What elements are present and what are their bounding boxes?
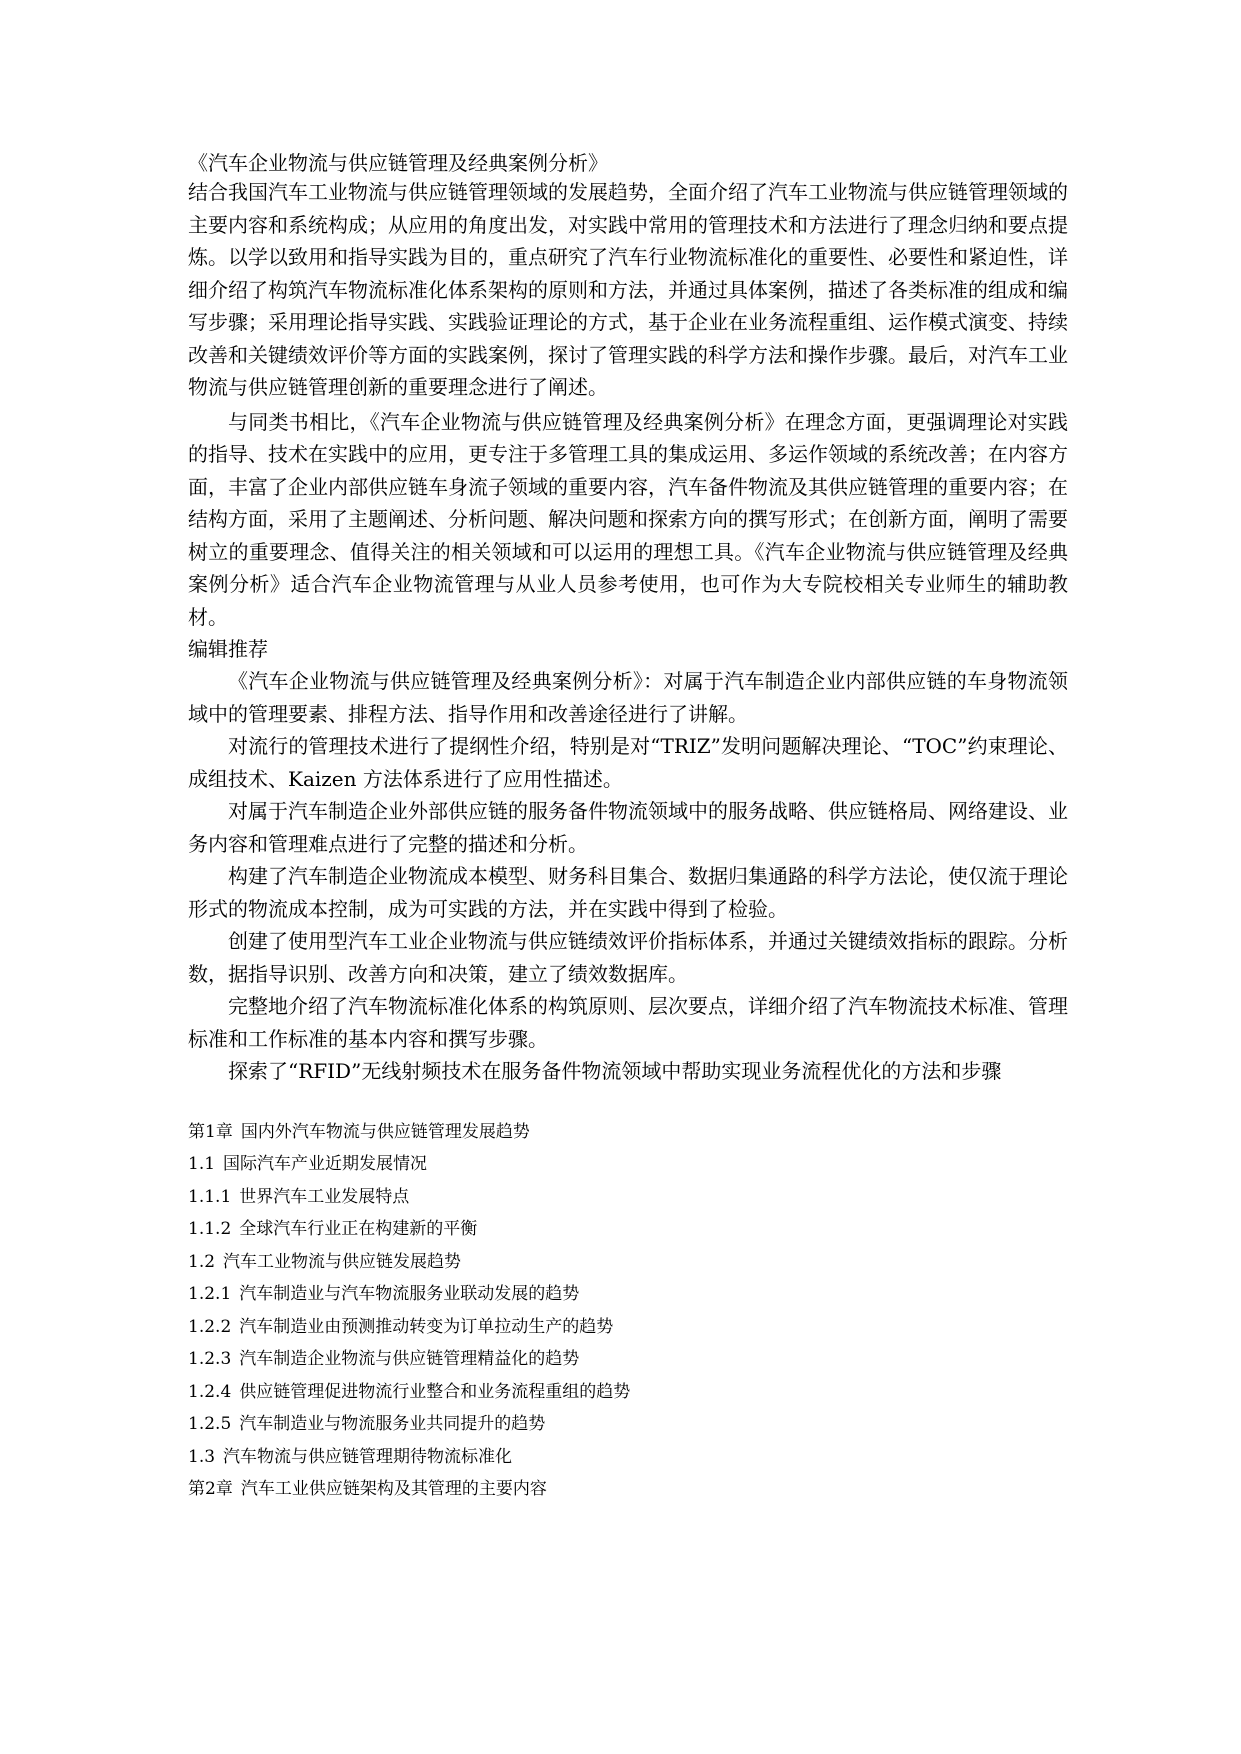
toc-number: 第1章	[188, 1121, 233, 1142]
editor-point: 对属于汽车制造企业外部供应链的服务备件物流领域中的服务战略、供应链格局、网络建设、业务内容和管理难点进行了完整的描述和分析。	[188, 799, 1068, 856]
toc-item	[188, 1408, 1068, 1441]
toc-number: 1.2	[188, 1251, 216, 1272]
toc-text: 汽车工业供应链架构及其管理的主要内容	[240, 1479, 547, 1499]
comparison-paragraph: 与同类书相比，《汽车企业物流与供应链管理及经典案例分析》在理念方面，更强调理论对实践的指导、技术在实践中的应用，更专注于多管理工具的集成运用、多运作领域的系统改善；在内容方面，丰富了企业内部供应链车身流子领域的重要内容，汽车备件物流及其供应链管理的重要内容；在结构方面，采用了主题阐述、分析问题、解决问题和探索方向的撰写形式；在创新方面，阐明了需要树立的重要理念、值得关注的相关领域和可以运用的理想工具。《汽车企业物流与供应链管理及经典案例分析》适合汽车企业物流管理与从业人员参考使用，也可作为大专院校相关专业师生的辅助教材。	[188, 409, 1068, 629]
toc-number: 1.2.5	[188, 1414, 232, 1434]
toc-item	[188, 1116, 1068, 1149]
toc-number: 1.1.2	[188, 1219, 232, 1239]
toc-text: 国际汽车产业近期发展情况	[223, 1154, 428, 1174]
toc-item	[188, 1246, 1068, 1279]
toc-text: 全球汽车行业正在构建新的平衡	[239, 1219, 478, 1239]
editor-point: 完整地介绍了汽车物流标准化体系的构筑原则、层次要点，详细介绍了汽车物流技术标准、管理标准和工作标准的基本内容和撰写步骤。	[188, 994, 1068, 1051]
editor-point: 探索了“RFID”无线射频技术在服务备件物流领域中帮助实现业务流程优化的方法和步骤	[228, 1059, 1002, 1083]
toc-item	[188, 1376, 1068, 1409]
toc-number: 1.2.1	[188, 1284, 232, 1304]
toc-number: 1.2.3	[188, 1349, 232, 1369]
document-page	[188, 146, 1068, 1506]
book-title: 《汽车企业物流与供应链管理及经典案例分析》	[188, 151, 608, 175]
intro-paragraph: 结合我国汽车工业物流与供应链管理领域的发展趋势，全面介绍了汽车工业物流与供应链管理领域的主要内容和系统构成；从应用的角度出发，对实践中常用的管理技术和方法进行了理念归纳和要点提炼。以学以致用和指导实践为目的，重点研究了汽车行业物流标准化的重要性、必要性和紧迫性，详细介绍了构筑汽车物流标准化体系架构的原则和方法，并通过具体案例，描述了各类标准的组成和编写步骤；采用理论指导实践、实践验证理论的方式，基于企业在业务流程重组、运作模式演变、持续改善和关键绩效评价等方面的实践案例，探讨了管理实践的科学方法和操作步骤。最后，对汽车工业物流与供应链管理创新的重要理念进行了阐述。	[188, 180, 1068, 399]
toc-item	[188, 1181, 1068, 1214]
toc-text: 汽车物流与供应链管理期待物流标准化	[223, 1446, 513, 1467]
toc-text: 国内外汽车物流与供应链管理发展趋势	[240, 1121, 530, 1142]
toc-item	[188, 1343, 1068, 1376]
table-of-contents	[188, 1116, 1068, 1506]
toc-number: 1.3	[188, 1446, 216, 1467]
toc-text: 汽车制造业与物流服务业共同提升的趋势	[239, 1414, 546, 1434]
editor-points	[188, 665, 1068, 1088]
toc-item	[188, 1213, 1068, 1246]
toc-item	[188, 1278, 1068, 1311]
toc-item	[188, 1473, 1068, 1506]
toc-item	[188, 1148, 1068, 1181]
toc-number: 1.2.4	[188, 1381, 232, 1402]
toc-number: 第2章	[188, 1479, 233, 1499]
toc-number: 1.1	[188, 1154, 216, 1174]
toc-number: 1.1.1	[188, 1186, 232, 1207]
toc-text: 汽车制造业与汽车物流服务业联动发展的趋势	[239, 1284, 580, 1304]
toc-text: 供应链管理促进物流行业整合和业务流程重组的趋势	[239, 1381, 631, 1402]
editor-heading: 编辑推荐	[188, 637, 268, 661]
toc-text: 世界汽车工业发展特点	[239, 1186, 410, 1207]
toc-text: 汽车工业物流与供应链发展趋势	[223, 1251, 462, 1272]
toc-item	[188, 1441, 1068, 1474]
editor-point: 创建了使用型汽车工业企业物流与供应链绩效评价指标体系，并通过关键绩效指标的跟踪。分析数，据指导识别、改善方向和决策，建立了绩效数据库。	[188, 929, 1068, 986]
toc-text: 汽车制造企业物流与供应链管理精益化的趋势	[239, 1349, 580, 1369]
editor-point: 构建了汽车制造企业物流成本模型、财务科目集合、数据归集通路的科学方法论，使仅流于理论形式的物流成本控制，成为可实践的方法，并在实践中得到了检验。	[188, 864, 1068, 921]
editor-point: 对流行的管理技术进行了提纲性介绍，特别是对“TRIZ”发明问题解决理论、“TOC”约束理论、成组技术、Kaizen 方法体系进行了应用性描述。	[188, 734, 1068, 791]
toc-number: 1.2.2	[188, 1316, 232, 1337]
toc-item	[188, 1311, 1068, 1344]
editor-point: 《汽车企业物流与供应链管理及经典案例分析》：对属于汽车制造企业内部供应链的车身物流领域中的管理要素、排程方法、指导作用和改善途径进行了讲解。	[188, 669, 1068, 726]
toc-text: 汽车制造业由预测推动转变为订单拉动生产的趋势	[239, 1316, 614, 1337]
